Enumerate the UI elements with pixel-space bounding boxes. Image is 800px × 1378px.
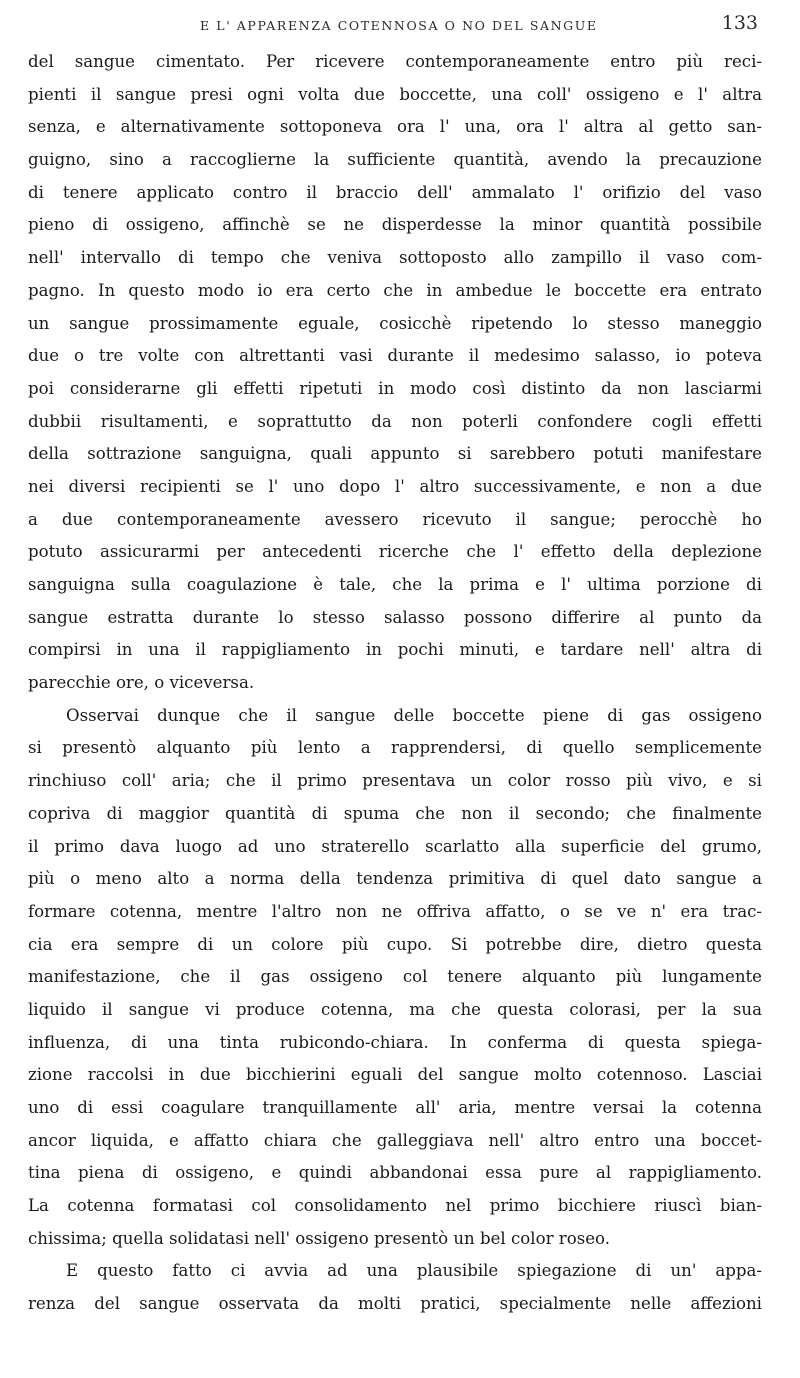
text-line: del sangue cimentato. Per ricevere contemporaneamente entro più reci- bbox=[28, 52, 762, 71]
text-line: a due contemporaneamente avessero ricevuto il sangue; perocchè ho bbox=[28, 509, 762, 529]
body-text bbox=[28, 46, 762, 1321]
text-line: senza, e alternativamente sottoponeva ora l' una, ora l' altra al getto san- bbox=[28, 117, 762, 137]
text-line: più o meno alto a norma della tendenza primitiva di quel dato sangue a bbox=[28, 869, 762, 889]
text-line: liquido il sangue vi produce cotenna, ma che questa colorasi, per la sua bbox=[28, 999, 762, 1019]
text-line: renza del sangue osservata da molti pratici, specialmente nelle affezioni bbox=[28, 1294, 762, 1314]
text-line: il primo dava luogo ad uno straterello scarlatto alla superficie del grumo, bbox=[28, 836, 762, 856]
text-line: un sangue prossimamente eguale, cosicchè ripetendo lo stesso maneggio bbox=[28, 313, 762, 333]
running-header-title: E L' APPARENZA COTENNOSA O NO DEL SANGUE bbox=[200, 18, 598, 33]
text-line: sanguigna sulla coagulazione è tale, che la prima e l' ultima porzione di bbox=[28, 575, 762, 594]
text-line: compirsi in una il rappigliamento in pochi minuti, e tardare nell' altra di bbox=[28, 640, 762, 660]
text-line: influenza, di una tinta rubicondo-chiara. In conferma di questa spiega- bbox=[28, 1032, 762, 1052]
text-line: si presentò alquanto più lento a rapprendersi, di quello semplicemente bbox=[28, 738, 762, 758]
text-line: tina piena di ossigeno, e quindi abbandonai essa pure al rappigliamento. bbox=[28, 1163, 762, 1183]
text-line: pienti il sangue presi ogni volta due boccette, una coll' ossigeno e l' altra bbox=[28, 84, 762, 104]
book-page bbox=[28, 0, 772, 1378]
text-line: ancor liquida, e affatto chiara che galleggiava nell' altro entro una boccet- bbox=[28, 1130, 762, 1150]
text-line: guigno, sino a raccoglierne la sufficiente quantità, avendo la precauzione bbox=[28, 150, 762, 170]
text-line: cia era sempre di un colore più cupo. Si potrebbe dire, dietro questa bbox=[28, 934, 762, 954]
text-line: di tenere applicato contro il braccio dell' ammalato l' orifizio del vaso bbox=[28, 182, 762, 202]
text-line: parecchie ore, o viceversa. bbox=[28, 673, 255, 693]
text-line: copriva di maggior quantità di spuma che non il secondo; che finalmente bbox=[28, 803, 762, 823]
text-line: pagno. In questo modo io era certo che in ambedue le boccette era entrato bbox=[28, 280, 762, 300]
paragraph-2 bbox=[28, 700, 762, 1256]
text-line: nell' intervallo di tempo che veniva sottoposto allo zampillo il vaso com- bbox=[28, 248, 762, 268]
paragraph-3 bbox=[28, 1255, 762, 1320]
text-line: zione raccolsi in due bicchierini eguali del sangue molto cotennoso. Lasciai bbox=[28, 1065, 762, 1085]
running-header bbox=[28, 8, 772, 38]
text-line: sangue estratta durante lo stesso salasso possono differire al punto da bbox=[28, 607, 762, 627]
text-line: Osservai dunque che il sangue delle boccette piene di gas ossigeno bbox=[66, 705, 762, 725]
paragraph-1 bbox=[28, 46, 762, 700]
text-line: chissima; quella solidatasi nell' ossigeno presentò un bel color roseo. bbox=[28, 1228, 611, 1248]
text-line: E questo fatto ci avvia ad una plausibile spiegazione di un' appa- bbox=[66, 1261, 762, 1281]
page-number: 133 bbox=[721, 12, 758, 34]
text-line: uno di essi coagulare tranquillamente all' aria, mentre versai la cotenna bbox=[28, 1098, 762, 1117]
text-line: nei diversi recipienti se l' uno dopo l' altro successivamente, e non a due bbox=[28, 476, 762, 496]
text-line: formare cotenna, mentre l'altro non ne offriva affatto, o se ve n' era trac- bbox=[28, 901, 762, 921]
text-line: manifestazione, che il gas ossigeno col tenere alquanto più lungamente bbox=[28, 967, 762, 987]
text-line: rinchiuso coll' aria; che il primo presentava un color rosso più vivo, e si bbox=[28, 771, 762, 791]
text-line: poi considerarne gli effetti ripetuti in modo così distinto da non lasciarmi bbox=[28, 378, 762, 398]
text-line: La cotenna formatasi col consolidamento nel primo bicchiere riuscì bian- bbox=[28, 1196, 762, 1216]
text-line: due o tre volte con altrettanti vasi durante il medesimo salasso, io poteva bbox=[28, 346, 762, 366]
text-line: potuto assicurarmi per antecedenti ricerche che l' effetto della deplezione bbox=[28, 542, 762, 562]
text-line: della sottrazione sanguigna, quali appunto si sarebbero potuti manifestare bbox=[28, 444, 762, 464]
text-line: dubbii risultamenti, e soprattutto da non poterli confondere cogli effetti bbox=[28, 411, 762, 431]
text-line: pieno di ossigeno, affinchè se ne disperdesse la minor quantità possibile bbox=[28, 215, 762, 235]
